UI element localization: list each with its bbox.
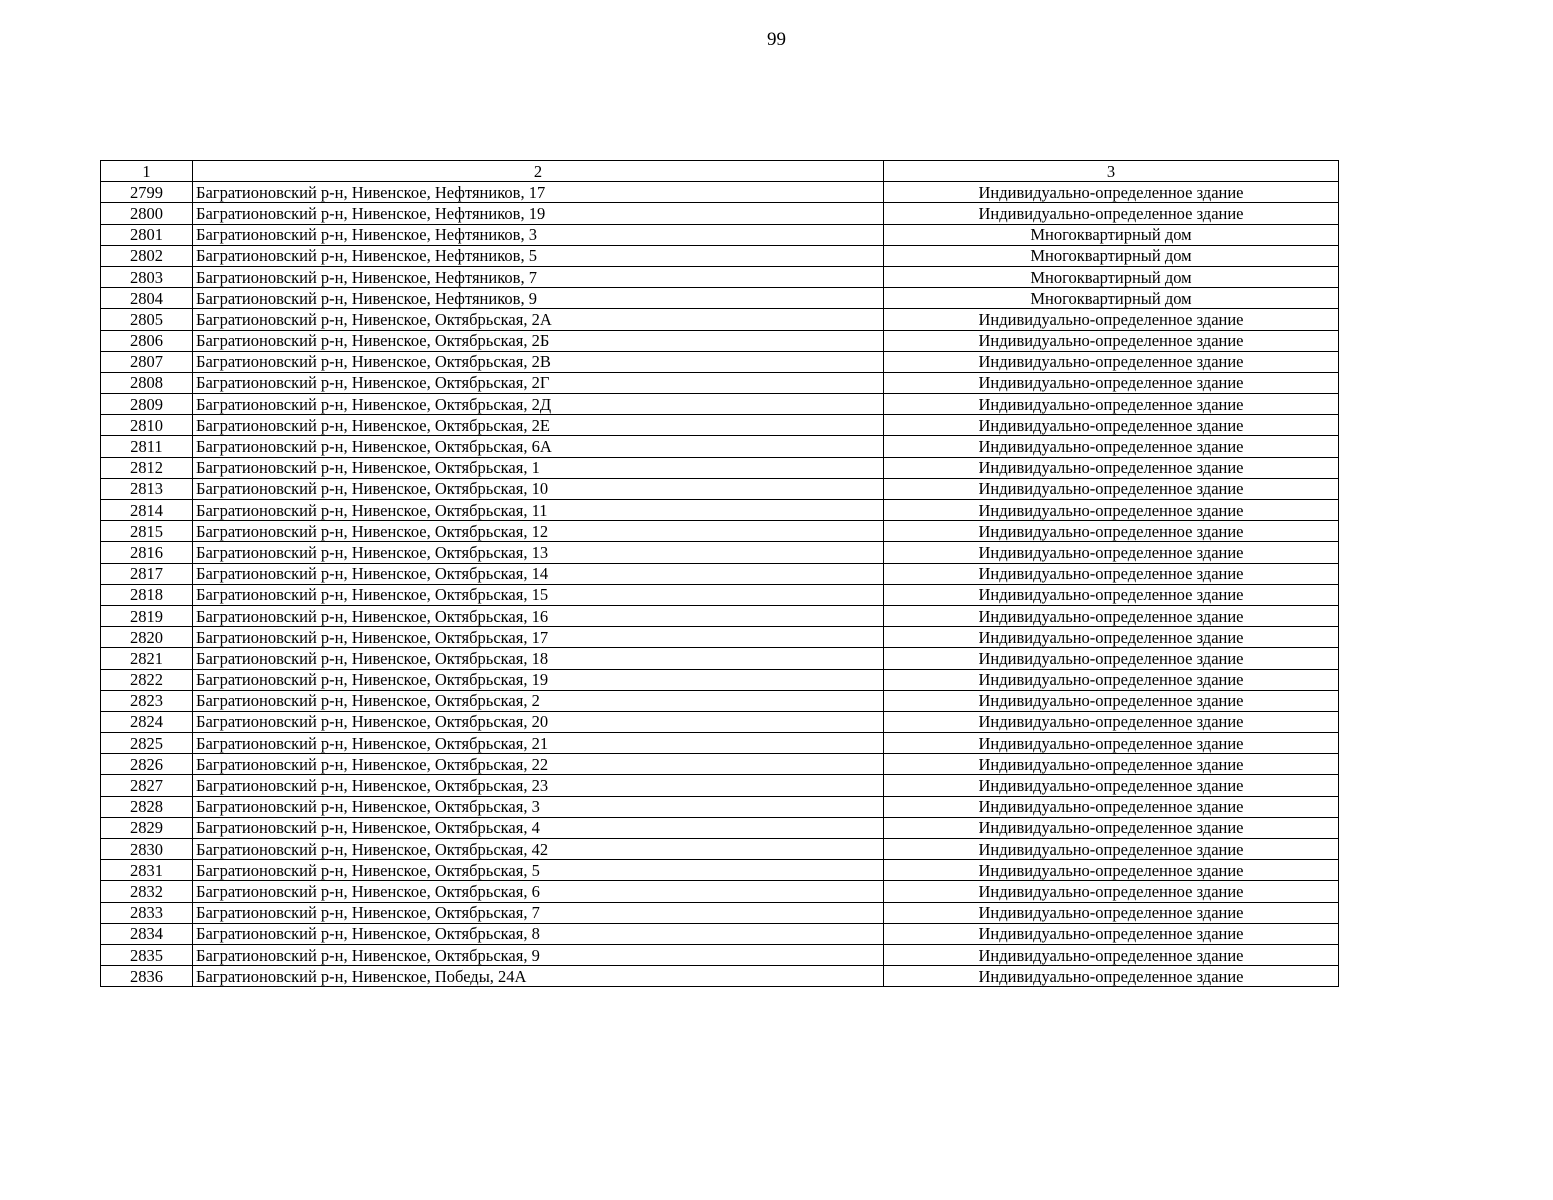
address-cell: Багратионовский р-н, Нивенское, Октябрьская, 15: [193, 584, 884, 605]
table-row: [101, 436, 1339, 457]
building-type-cell: Индивидуально-определенное здание: [884, 542, 1339, 563]
building-type-cell: Индивидуально-определенное здание: [884, 754, 1339, 775]
row-number-cell: 2818: [101, 584, 193, 605]
row-number-cell: 2834: [101, 923, 193, 944]
building-type-cell: Индивидуально-определенное здание: [884, 690, 1339, 711]
building-type-cell: Индивидуально-определенное здание: [884, 500, 1339, 521]
table-row: [101, 754, 1339, 775]
address-cell: Багратионовский р-н, Нивенское, Октябрьская, 42: [193, 839, 884, 860]
address-cell: Багратионовский р-н, Нивенское, Октябрьская, 11: [193, 500, 884, 521]
address-cell: Багратионовский р-н, Нивенское, Октябрьская, 2Б: [193, 330, 884, 351]
address-cell: Багратионовский р-н, Нивенское, Октябрьская, 6: [193, 881, 884, 902]
table-row: [101, 733, 1339, 754]
row-number-cell: 2812: [101, 457, 193, 478]
building-type-cell: Индивидуально-определенное здание: [884, 796, 1339, 817]
row-number-cell: 2807: [101, 351, 193, 372]
address-cell: Багратионовский р-н, Нивенское, Победы, 24А: [193, 966, 884, 987]
table-header-row: [101, 161, 1339, 182]
address-cell: Багратионовский р-н, Нивенское, Нефтяников, 7: [193, 266, 884, 287]
row-number-cell: 2816: [101, 542, 193, 563]
address-cell: Багратионовский р-н, Нивенское, Октябрьская, 16: [193, 605, 884, 626]
table-row: [101, 203, 1339, 224]
address-cell: Багратионовский р-н, Нивенское, Октябрьская, 14: [193, 563, 884, 584]
row-number-cell: 2820: [101, 627, 193, 648]
table-row: [101, 309, 1339, 330]
table-row: [101, 500, 1339, 521]
building-type-cell: Индивидуально-определенное здание: [884, 923, 1339, 944]
data-table: [100, 160, 1339, 987]
table-body: [101, 161, 1339, 987]
table-row: [101, 224, 1339, 245]
building-type-cell: Индивидуально-определенное здание: [884, 182, 1339, 203]
table-row: [101, 372, 1339, 393]
row-number-cell: 2811: [101, 436, 193, 457]
building-type-cell: Индивидуально-определенное здание: [884, 457, 1339, 478]
building-type-cell: Индивидуально-определенное здание: [884, 817, 1339, 838]
building-type-cell: Индивидуально-определенное здание: [884, 733, 1339, 754]
address-cell: Багратионовский р-н, Нивенское, Нефтяников, 17: [193, 182, 884, 203]
address-cell: Багратионовский р-н, Нивенское, Нефтяников, 19: [193, 203, 884, 224]
table-row: [101, 457, 1339, 478]
row-number-cell: 2824: [101, 711, 193, 732]
address-cell: Багратионовский р-н, Нивенское, Октябрьская, 17: [193, 627, 884, 648]
address-cell: Багратионовский р-н, Нивенское, Октябрьская, 7: [193, 902, 884, 923]
row-number-cell: 2799: [101, 182, 193, 203]
row-number-cell: 2802: [101, 245, 193, 266]
building-type-cell: Индивидуально-определенное здание: [884, 966, 1339, 987]
table-row: [101, 796, 1339, 817]
page-number: 99: [767, 29, 786, 50]
table-row: [101, 902, 1339, 923]
address-cell: Багратионовский р-н, Нивенское, Октябрьская, 20: [193, 711, 884, 732]
building-type-cell: Индивидуально-определенное здание: [884, 648, 1339, 669]
address-cell: Багратионовский р-н, Нивенское, Октябрьская, 4: [193, 817, 884, 838]
table-row: [101, 627, 1339, 648]
row-number-cell: 2825: [101, 733, 193, 754]
address-cell: Багратионовский р-н, Нивенское, Октябрьская, 21: [193, 733, 884, 754]
building-type-cell: Индивидуально-определенное здание: [884, 394, 1339, 415]
building-type-cell: Индивидуально-определенное здание: [884, 351, 1339, 372]
table-row: [101, 584, 1339, 605]
row-number-cell: 2821: [101, 648, 193, 669]
row-number-cell: 2815: [101, 521, 193, 542]
row-number-cell: 2805: [101, 309, 193, 330]
row-number-cell: 2830: [101, 839, 193, 860]
row-number-cell: 2822: [101, 669, 193, 690]
building-type-cell: Индивидуально-определенное здание: [884, 309, 1339, 330]
building-type-cell: Индивидуально-определенное здание: [884, 627, 1339, 648]
row-number-cell: 2808: [101, 372, 193, 393]
row-number-cell: 2817: [101, 563, 193, 584]
address-cell: Багратионовский р-н, Нивенское, Октябрьская, 2А: [193, 309, 884, 330]
row-number-cell: 2833: [101, 902, 193, 923]
address-cell: Багратионовский р-н, Нивенское, Нефтяников, 9: [193, 288, 884, 309]
building-type-cell: Индивидуально-определенное здание: [884, 372, 1339, 393]
address-cell: Багратионовский р-н, Нивенское, Октябрьская, 13: [193, 542, 884, 563]
building-type-cell: Индивидуально-определенное здание: [884, 605, 1339, 626]
address-cell: Багратионовский р-н, Нивенское, Октябрьская, 10: [193, 478, 884, 499]
row-number-cell: 2835: [101, 944, 193, 965]
table-row: [101, 923, 1339, 944]
address-cell: Багратионовский р-н, Нивенское, Октябрьская, 8: [193, 923, 884, 944]
building-type-cell: Индивидуально-определенное здание: [884, 563, 1339, 584]
address-cell: Багратионовский р-н, Нивенское, Октябрьская, 2В: [193, 351, 884, 372]
row-number-cell: 2819: [101, 605, 193, 626]
table-row: [101, 245, 1339, 266]
row-number-cell: 2827: [101, 775, 193, 796]
building-type-cell: Индивидуально-определенное здание: [884, 669, 1339, 690]
table-row: [101, 881, 1339, 902]
table-row: [101, 542, 1339, 563]
column-header-3: 3: [884, 161, 1339, 182]
row-number-cell: 2832: [101, 881, 193, 902]
table-row: [101, 182, 1339, 203]
building-type-cell: Индивидуально-определенное здание: [884, 902, 1339, 923]
address-cell: Багратионовский р-н, Нивенское, Октябрьская, 19: [193, 669, 884, 690]
address-cell: Багратионовский р-н, Нивенское, Октябрьская, 12: [193, 521, 884, 542]
address-cell: Багратионовский р-н, Нивенское, Октябрьская, 22: [193, 754, 884, 775]
row-number-cell: 2813: [101, 478, 193, 499]
building-type-cell: Многоквартирный дом: [884, 224, 1339, 245]
row-number-cell: 2828: [101, 796, 193, 817]
address-cell: Багратионовский р-н, Нивенское, Октябрьская, 23: [193, 775, 884, 796]
building-type-cell: Многоквартирный дом: [884, 266, 1339, 287]
address-cell: Багратионовский р-н, Нивенское, Нефтяников, 5: [193, 245, 884, 266]
row-number-cell: 2800: [101, 203, 193, 224]
table-row: [101, 944, 1339, 965]
address-cell: Багратионовский р-н, Нивенское, Октябрьская, 5: [193, 860, 884, 881]
table-row: [101, 521, 1339, 542]
building-type-cell: Индивидуально-определенное здание: [884, 521, 1339, 542]
row-number-cell: 2829: [101, 817, 193, 838]
building-type-cell: Индивидуально-определенное здание: [884, 436, 1339, 457]
table-row: [101, 288, 1339, 309]
address-cell: Багратионовский р-н, Нивенское, Октябрьская, 9: [193, 944, 884, 965]
building-type-cell: Индивидуально-определенное здание: [884, 860, 1339, 881]
table-row: [101, 860, 1339, 881]
row-number-cell: 2823: [101, 690, 193, 711]
table-row: [101, 817, 1339, 838]
table-row: [101, 478, 1339, 499]
row-number-cell: 2826: [101, 754, 193, 775]
row-number-cell: 2803: [101, 266, 193, 287]
row-number-cell: 2814: [101, 500, 193, 521]
building-type-cell: Индивидуально-определенное здание: [884, 203, 1339, 224]
table-row: [101, 563, 1339, 584]
building-type-cell: Многоквартирный дом: [884, 288, 1339, 309]
table-row: [101, 669, 1339, 690]
row-number-cell: 2810: [101, 415, 193, 436]
building-type-cell: Индивидуально-определенное здание: [884, 584, 1339, 605]
row-number-cell: 2804: [101, 288, 193, 309]
building-type-cell: Индивидуально-определенное здание: [884, 478, 1339, 499]
row-number-cell: 2809: [101, 394, 193, 415]
row-number-cell: 2801: [101, 224, 193, 245]
building-type-cell: Индивидуально-определенное здание: [884, 839, 1339, 860]
table-row: [101, 775, 1339, 796]
table-row: [101, 648, 1339, 669]
table-row: [101, 605, 1339, 626]
address-cell: Багратионовский р-н, Нивенское, Нефтяников, 3: [193, 224, 884, 245]
address-cell: Багратионовский р-н, Нивенское, Октябрьская, 6А: [193, 436, 884, 457]
column-header-2: 2: [193, 161, 884, 182]
building-type-cell: Индивидуально-определенное здание: [884, 944, 1339, 965]
address-cell: Багратионовский р-н, Нивенское, Октябрьская, 1: [193, 457, 884, 478]
address-cell: Багратионовский р-н, Нивенское, Октябрьская, 2Г: [193, 372, 884, 393]
building-type-cell: Индивидуально-определенное здание: [884, 330, 1339, 351]
table-row: [101, 415, 1339, 436]
building-type-cell: Индивидуально-определенное здание: [884, 415, 1339, 436]
table-row: [101, 690, 1339, 711]
building-type-cell: Индивидуально-определенное здание: [884, 775, 1339, 796]
table-row: [101, 266, 1339, 287]
row-number-cell: 2836: [101, 966, 193, 987]
row-number-cell: 2831: [101, 860, 193, 881]
table-row: [101, 394, 1339, 415]
table-row: [101, 351, 1339, 372]
building-type-cell: Индивидуально-определенное здание: [884, 881, 1339, 902]
address-cell: Багратионовский р-н, Нивенское, Октябрьская, 18: [193, 648, 884, 669]
table-row: [101, 966, 1339, 987]
column-header-1: 1: [101, 161, 193, 182]
building-type-cell: Многоквартирный дом: [884, 245, 1339, 266]
address-cell: Багратионовский р-н, Нивенское, Октябрьская, 2Е: [193, 415, 884, 436]
address-cell: Багратионовский р-н, Нивенское, Октябрьская, 2Д: [193, 394, 884, 415]
table-row: [101, 330, 1339, 351]
row-number-cell: 2806: [101, 330, 193, 351]
building-type-cell: Индивидуально-определенное здание: [884, 711, 1339, 732]
address-cell: Багратионовский р-н, Нивенское, Октябрьская, 2: [193, 690, 884, 711]
table-row: [101, 839, 1339, 860]
table-row: [101, 711, 1339, 732]
address-cell: Багратионовский р-н, Нивенское, Октябрьская, 3: [193, 796, 884, 817]
